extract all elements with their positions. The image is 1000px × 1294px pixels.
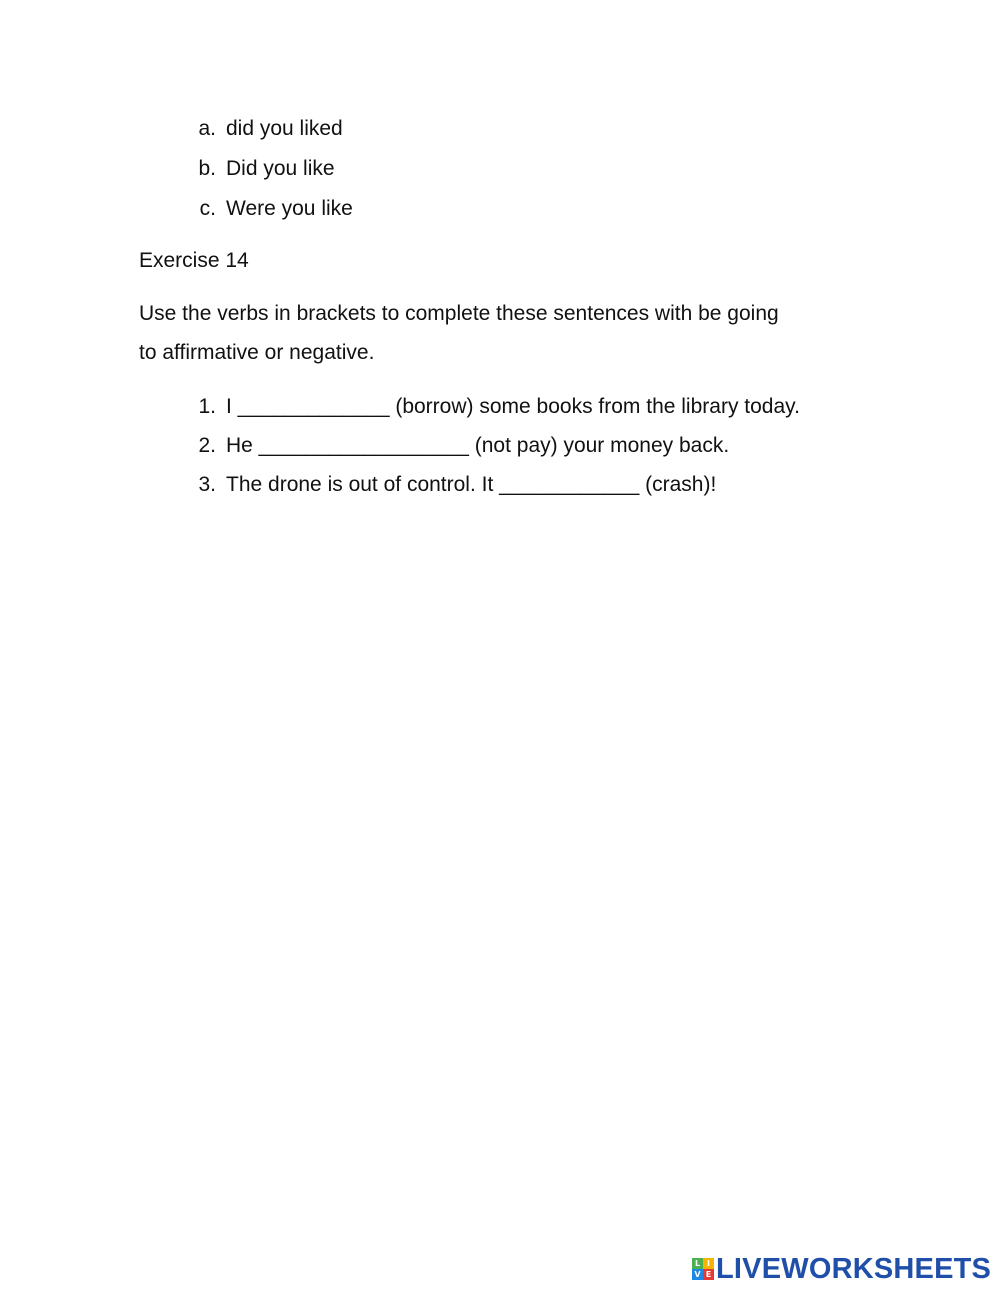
question-number: 3.	[198, 473, 216, 496]
instruction-line-2: to affirmative or negative.	[139, 341, 375, 364]
option-text: Did you like	[226, 157, 335, 180]
option-a	[196, 117, 343, 141]
question-3	[196, 473, 716, 497]
question-2	[196, 434, 729, 458]
option-marker: c.	[199, 197, 216, 220]
option-marker: a.	[198, 117, 216, 140]
option-text: Were you like	[226, 197, 353, 220]
option-text: did you liked	[226, 117, 343, 140]
option-c	[196, 197, 353, 221]
liveworksheets-logo-icon: L I V E	[692, 1258, 714, 1280]
question-number: 1.	[198, 395, 216, 418]
question-text: I _____________ (borrow) some books from the library today.	[226, 395, 800, 418]
option-marker: b.	[198, 157, 216, 180]
instruction-line-1: Use the verbs in brackets to complete these sentences with be going	[139, 302, 779, 325]
question-text: He __________________ (not pay) your money back.	[226, 434, 730, 457]
logo-text: LIVEWORKSHEETS	[716, 1253, 992, 1285]
question-number: 2.	[198, 434, 216, 457]
question-1	[196, 395, 800, 419]
option-b	[196, 157, 335, 181]
liveworksheets-logo[interactable]	[692, 1253, 991, 1285]
question-text: The drone is out of control. It ____________ (crash)!	[226, 473, 717, 496]
exercise-title: Exercise 14	[139, 249, 249, 272]
